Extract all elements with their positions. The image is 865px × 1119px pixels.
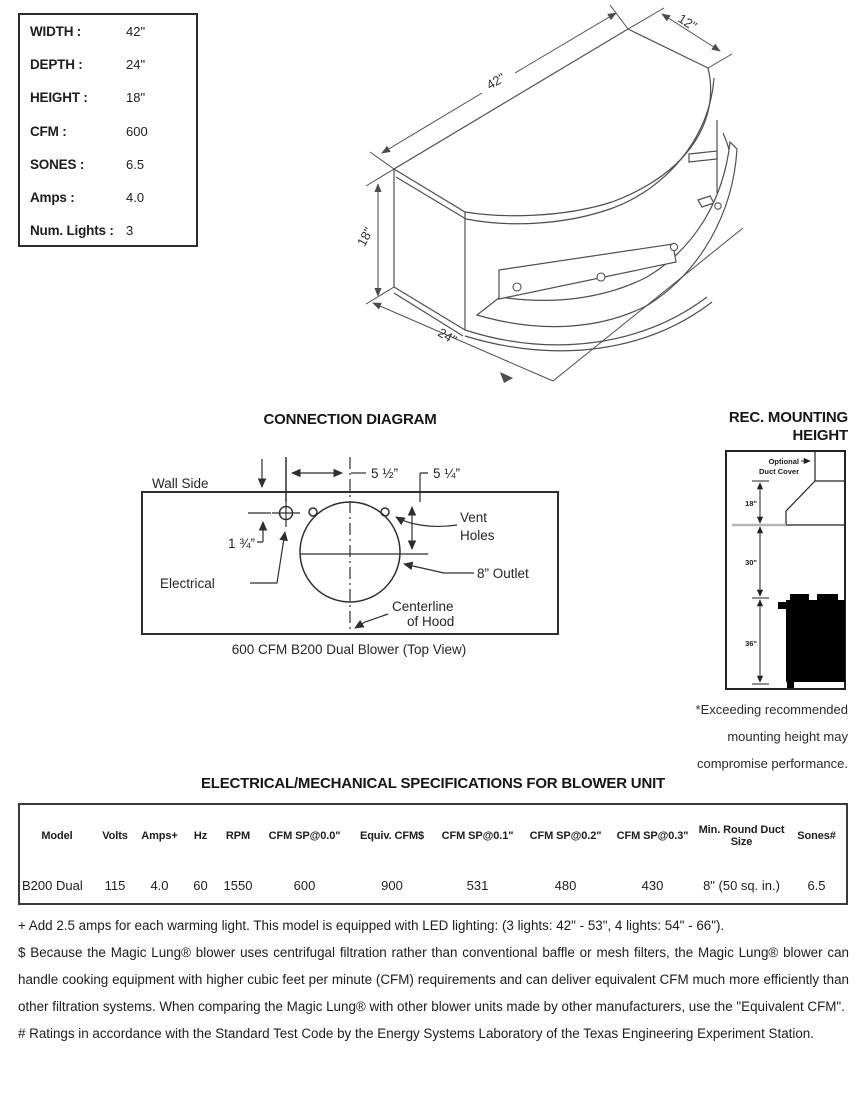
- spec-label: CFM :: [30, 123, 67, 139]
- dim-36-label: 36": [745, 639, 757, 648]
- col-equiv-cfm: Equiv. CFM$: [359, 830, 425, 842]
- footnote-equiv-cfm: $ Because the Magic Lung® blower uses centrifugal filtration rather than conventional baffle or mesh filters, the Magic Lung® blower can handle cooking equipment with higher cubic feet per minute (CFM) requirements and can deliver equivalent CFM much more efficiently than other filtration systems. When comparing the Magic Lung® with other blower units made by other manufacturers, use the "Equivalent CFM".: [18, 945, 849, 1014]
- cell-model: B200 Dual: [22, 877, 83, 893]
- table-data-row: [19, 867, 847, 904]
- mounting-note-line3: compromise performance.: [697, 756, 848, 771]
- col-duct-size: Min. Round Duct Size: [698, 824, 785, 848]
- cell-cfm-sp00: 600: [293, 877, 316, 893]
- vent-holes-label-line1: Vent: [460, 510, 488, 525]
- vent-hole-right: [381, 508, 389, 516]
- blower-table-title: ELECTRICAL/MECHANICAL SPECIFICATIONS FOR BLOWER UNIT: [200, 775, 666, 792]
- cell-cfm-sp03: 430: [641, 877, 664, 893]
- duct-cover-label-line1: Optional: [768, 457, 799, 466]
- dim-1-three-quarter-label: 1 ¾”: [227, 536, 255, 551]
- cell-cfm-sp01: 531: [466, 877, 489, 893]
- spec-label: HEIGHT :: [30, 90, 88, 106]
- iso-dim-top-depth-label: 12": [675, 10, 700, 34]
- col-cfm-sp03: CFM SP@0.3": [616, 830, 689, 842]
- footnotes: [18, 912, 849, 1047]
- spec-row-width: [20, 15, 196, 48]
- footnote-amps: + Add 2.5 amps for each warming light. This model is equipped with LED lighting: (3 lights: 42" - 53", 4 lights: 54" - 66").: [18, 918, 725, 933]
- connection-labels: [152, 466, 529, 657]
- hood-visor-band: [477, 142, 737, 327]
- mounting-note: [618, 696, 848, 777]
- quick-specs-box: [18, 13, 198, 247]
- connection-diagram: [130, 440, 570, 662]
- spec-label: SONES :: [30, 156, 85, 172]
- mounting-height-diagram: [725, 450, 846, 691]
- spec-row-depth: [20, 48, 196, 81]
- mounting-title-line1: REC. MOUNTING: [728, 409, 848, 426]
- cell-equiv-cfm: 900: [381, 877, 403, 893]
- mounting-height-title: [729, 409, 848, 444]
- col-cfm-sp00: CFM SP@0.0": [268, 830, 341, 842]
- spec-label: DEPTH :: [30, 57, 83, 73]
- col-model: Model: [41, 830, 73, 842]
- dim-30-label: 30": [745, 558, 757, 567]
- electrical-label: Electrical: [160, 576, 215, 591]
- cell-cfm-sp02: 480: [554, 877, 577, 893]
- table-header-row: [19, 804, 847, 867]
- centerline-label-line1: Centerline: [392, 599, 454, 614]
- cell-volts: 115: [104, 877, 126, 893]
- dim-18-label: 18": [745, 499, 757, 508]
- col-cfm-sp01: CFM SP@0.1": [441, 830, 514, 842]
- connection-diagram-title: CONNECTION DIAGRAM: [263, 411, 437, 428]
- blower-spec-table: [18, 803, 848, 905]
- spec-row-lights: [20, 214, 196, 247]
- iso-dim-width-label: 42": [483, 69, 508, 93]
- spec-value: 3: [126, 223, 134, 239]
- cell-sones: 6.5: [807, 877, 826, 893]
- spec-row-cfm: [20, 115, 196, 148]
- cell-hz: 60: [193, 877, 208, 893]
- col-hz: Hz: [193, 830, 208, 842]
- spec-value: 6.5: [126, 156, 145, 172]
- electrical-symbol: [248, 499, 300, 527]
- cell-duct-size: 8" (50 sq. in.): [703, 877, 780, 893]
- duct-cover-label-line2: Duct Cover: [758, 467, 799, 476]
- dim-5-half-label: 5 ½”: [371, 466, 399, 481]
- mounting-note-line2: mounting height may: [727, 729, 848, 744]
- centerline-label-line2: of Hood: [407, 614, 455, 629]
- iso-dim-height-label: 18": [353, 224, 377, 249]
- col-amps: Amps+: [141, 830, 178, 842]
- col-volts: Volts: [102, 830, 128, 842]
- vent-holes-label-line2: Holes: [460, 528, 495, 543]
- spec-value: 18": [126, 90, 146, 106]
- iso-dim-depth-label: 24": [435, 324, 460, 348]
- spec-value: 4.0: [126, 190, 145, 206]
- footnote-ratings: # Ratings in accordance with the Standard Test Code by the Energy Systems Laboratory of the Texas Engineering Experiment Station.: [18, 1026, 814, 1041]
- col-sones: Sones#: [797, 830, 836, 842]
- spec-label: WIDTH :: [30, 24, 82, 40]
- spec-value: 24": [126, 57, 146, 73]
- spec-row-sones: [20, 148, 196, 181]
- cell-rpm: 1550: [223, 877, 253, 893]
- dim-5-quarter-label: 5 ¼”: [433, 466, 461, 481]
- wall-side-label: Wall Side: [152, 476, 209, 491]
- spec-value: 600: [126, 123, 148, 139]
- blower-table-wrap: [18, 803, 848, 905]
- spec-label: Amps :: [30, 190, 75, 206]
- col-rpm: RPM: [225, 830, 251, 842]
- spec-label: Num. Lights :: [30, 223, 114, 239]
- spec-row-height: [20, 81, 196, 114]
- connection-caption: 600 CFM B200 Dual Blower (Top View): [231, 642, 467, 657]
- mounting-title-line2: HEIGHT: [792, 426, 848, 444]
- mounting-note-line1: *Exceeding recommended: [695, 702, 848, 717]
- spec-row-amps: [20, 181, 196, 214]
- range-silhouette: [778, 594, 845, 688]
- isometric-hood-drawing: [352, 2, 862, 394]
- cell-amps: 4.0: [150, 877, 169, 893]
- outlet-label: 8” Outlet: [477, 566, 529, 581]
- spec-value: 42": [126, 24, 146, 40]
- col-cfm-sp02: CFM SP@0.2": [529, 830, 602, 842]
